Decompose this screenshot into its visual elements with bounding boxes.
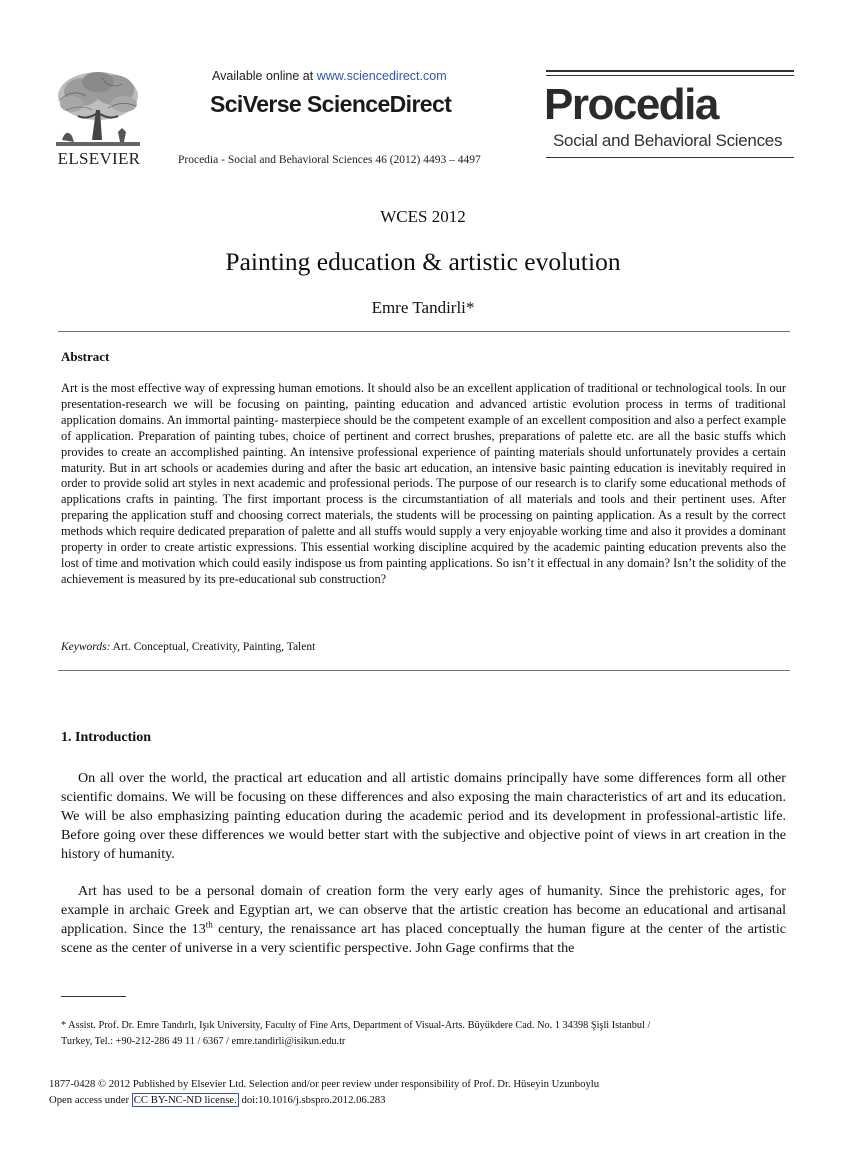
copyright-block bbox=[49, 1077, 809, 1108]
open-access-prefix: Open access under bbox=[49, 1093, 132, 1106]
section-heading-introduction: 1. Introduction bbox=[61, 730, 151, 745]
available-online-line bbox=[212, 69, 447, 83]
available-prefix: Available online at bbox=[212, 69, 317, 83]
footnote-line-2: Turkey, Tel.: +90-212-286 49 11 / 6367 / emre.tandirli@isikun.edu.tr bbox=[61, 1035, 346, 1047]
conference-name: WCES 2012 bbox=[380, 207, 466, 226]
procedia-bottom-rule bbox=[546, 157, 794, 158]
license-link[interactable]: CC BY-NC-ND license. bbox=[133, 1093, 237, 1106]
abstract-text: Art is the most effective way of expressing human emotions. It should also be an excellent application of traditional or technological tools. In our presentation-research we will be focusing on painting, painting education and advanced artistic evolution process in terms of traditional application domains. An immortal painting- masterpiece should be the competent example of an excellent composition and also a perfect example of application. Preparation of painting tubes, choice of pertinent and correct brushes, preparations of palette etc. are all the basic stuffs which provides to create an accomplished painting. An intensive professional experience of painting materials should unfortunately provides a certain maturity. But in art schools or academies during and after the basic art education, an intensive basic painting education is inevitably required in order to provide solid art styles in next academic and professional periods. The purpose of our research is to clarify some educational methods of applications crafts in painting. The first important process is the circumstantiation of all materials and tools and their pertinent uses. After preparing the application stuff and choosing correct materials, the students will be processing on painting application. As a result by the correct methods which require dedicated preparation of palette and all stuffs would supply a very enjoyable working time and also it provides a dominant property in order to create artistic expressions. This essential working discipline acquired by the academic painting education prevents also the lost of time and motivation which could easily indispose us from painting applications. So isn’t it effectual in any domain? Isn’t the solidity of the achievement is measured by its pre-educational sub construction? bbox=[61, 381, 786, 586]
journal-citation: Procedia - Social and Behavioral Sciences 46 (2012) 4493 – 4497 bbox=[178, 154, 481, 166]
divider-bottom bbox=[58, 670, 790, 671]
copyright-line: 1877-0428 © 2012 Published by Elsevier Ltd. Selection and/or peer review under responsibility of Prof. Dr. Hüseyin Uzunboylu bbox=[49, 1078, 600, 1090]
intro-paragraph-2-part2: century, the renaissance art has placed conceptually the human figure at the center of the artistic scene as the center of universe in a very scientific perspective. John Gage confirms that the bbox=[61, 921, 786, 956]
author-footnote bbox=[61, 1018, 791, 1049]
open-access-line bbox=[49, 1093, 809, 1109]
procedia-logo-subtitle: Social and Behavioral Sciences bbox=[553, 131, 783, 150]
elsevier-wordmark: ELSEVIER bbox=[57, 149, 141, 168]
abstract-heading: Abstract bbox=[61, 349, 110, 364]
intro-paragraph-2 bbox=[61, 882, 786, 958]
sciverse-sciencedirect-logo: SciVerse ScienceDirect bbox=[210, 91, 452, 117]
divider-top bbox=[58, 331, 790, 332]
footnote-rule bbox=[61, 996, 126, 997]
footnote-line-1: * Assist. Prof. Dr. Emre Tandırlı, Işık University, Faculty of Fine Arts, Department of Visual-Arts. Büyükdere Cad. No. 1 34398 Şişli Istanbul / bbox=[61, 1020, 651, 1031]
intro-paragraph-2-part1: Art has used to be a personal domain of creation form the very early ages of humanity. Since the prehistoric ages, for example in archaic Greek and Egyptian art, we can observe that the artistic creation has become an educational and artisanal application. Since the 13 bbox=[61, 883, 786, 937]
superscript-th: th bbox=[205, 919, 213, 930]
sciencedirect-link[interactable]: www.sciencedirect.com bbox=[316, 69, 447, 83]
keywords-label: Keywords: bbox=[61, 641, 111, 653]
procedia-logo-title: Procedia bbox=[544, 80, 718, 129]
procedia-top-rule-thin bbox=[546, 75, 794, 76]
procedia-top-rule bbox=[546, 70, 794, 72]
keywords-line bbox=[61, 641, 315, 653]
article-author: Emre Tandirli* bbox=[371, 298, 475, 317]
keywords-values: Art. Conceptual, Creativity, Painting, Talent bbox=[110, 641, 316, 653]
article-title: Painting education & artistic evolution bbox=[225, 247, 621, 276]
doi-text: doi:10.1016/j.sbspro.2012.06.283 bbox=[238, 1093, 386, 1106]
intro-paragraph-1: On all over the world, the practical art education and all artistic domains principally have some differences form all other scientific domains. We will be focusing on these differences and also exposing the main characteristics of art and its education. We will be also emphasizing painting education during the academic period and its development in professional-artistic life. Before going over these differences we would better start with the subjective and objective point of views in art creation in the history of humanity. bbox=[61, 770, 786, 862]
